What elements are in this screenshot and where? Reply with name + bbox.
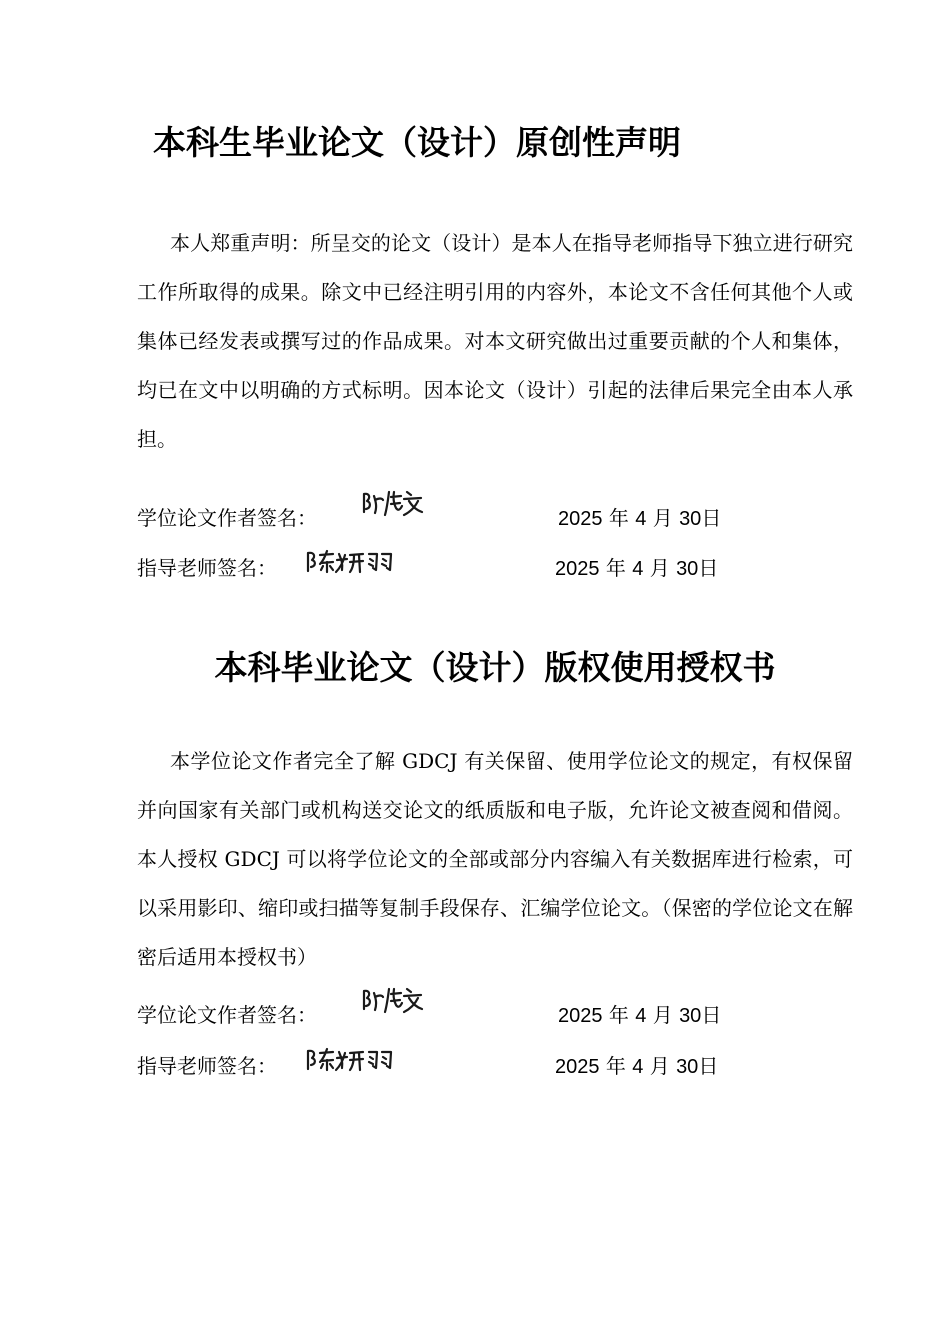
advisor-handwritten-signature	[305, 1047, 395, 1073]
declaration-title: 本科生毕业论文（设计）原创性声明	[153, 123, 681, 162]
author-handwritten-signature	[361, 985, 425, 1017]
declaration-advisor-signature-row	[137, 548, 853, 588]
date-month-unit: 月	[649, 1054, 670, 1078]
advisor-handwritten-signature	[305, 549, 395, 575]
date-year: 2025	[555, 1056, 600, 1078]
date-month-unit: 月	[652, 506, 673, 530]
date-day-unit: 日	[698, 556, 719, 580]
advisor-signature-label: 指导老师签名：	[137, 556, 277, 580]
author-signature-label: 学位论文作者签名：	[137, 506, 317, 530]
date-day-unit: 日	[701, 1003, 722, 1027]
date-month: 4	[632, 1056, 644, 1078]
date-month: 4	[632, 558, 644, 580]
date-day: 30	[679, 1005, 702, 1027]
author-signature-date	[558, 995, 721, 1036]
date-month: 4	[635, 1005, 647, 1027]
declaration-author-signature-row	[137, 498, 853, 538]
date-year-unit: 年	[608, 506, 629, 530]
date-month-unit: 月	[649, 556, 670, 580]
date-day: 30	[679, 508, 702, 530]
authorization-title: 本科毕业论文（设计）版权使用授权书	[214, 648, 776, 687]
date-year-unit: 年	[605, 1054, 626, 1078]
advisor-signature-label: 指导老师签名：	[137, 1054, 277, 1078]
date-year-unit: 年	[605, 556, 626, 580]
declaration-body: 本人郑重声明：所呈交的论文（设计）是本人在指导老师指导下独立进行研究工作所取得的成果。除文中已经注明引用的内容外，本论文不含任何其他个人或集体已经发表或撰写过的作品成果。对本文研究做出过重要贡献的个人和集体，均已在文中以明确的方式标明。因本论文（设计）引起的法律后果完全由本人承担。	[137, 231, 853, 451]
authorization-advisor-signature-row	[137, 1046, 853, 1086]
author-signature-label: 学位论文作者签名：	[137, 1003, 317, 1027]
date-day-unit: 日	[698, 1054, 719, 1078]
authorization-author-signature-row	[137, 995, 853, 1035]
advisor-signature-date	[555, 1046, 718, 1087]
author-signature-date	[558, 498, 721, 539]
date-year: 2025	[555, 558, 600, 580]
date-month-unit: 月	[652, 1003, 673, 1027]
date-year: 2025	[558, 508, 603, 530]
authorization-body: 本学位论文作者完全了解 GDCJ 有关保留、使用学位论文的规定，有权保留并向国家有关部门或机构送交论文的纸质版和电子版，允许论文被查阅和借阅。本人授权 GDCJ 可以将学位论文的全部或部分内容编入有关数据库进行检索，可以采用影印、缩印或扫描等复制手段保存、汇编学位论文。（保密的学位论文在解密后适用本授权书）	[137, 749, 853, 969]
date-day: 30	[676, 1056, 699, 1078]
date-day: 30	[676, 558, 699, 580]
author-handwritten-signature	[361, 488, 425, 520]
date-year-unit: 年	[608, 1003, 629, 1027]
date-day-unit: 日	[701, 506, 722, 530]
advisor-signature-date	[555, 548, 718, 589]
date-month: 4	[635, 508, 647, 530]
date-year: 2025	[558, 1005, 603, 1027]
